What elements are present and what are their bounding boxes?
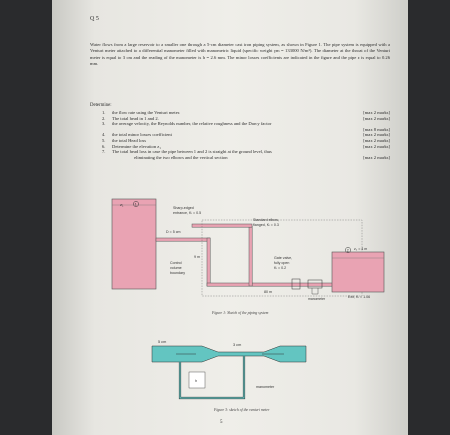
piping-system-figure [52, 0, 408, 435]
point-1-label: 1 [134, 202, 137, 207]
length-9m-label: 9 m [194, 255, 200, 259]
task-row: 3. the average velocity, the Reynolds number, the relative roughness and the Darcy factor [102, 121, 272, 127]
exit-label: Exit, Kₗ = 1.06 [348, 295, 371, 299]
venturi-inlet-diameter: 5 cm [158, 340, 167, 344]
pipe-bottom [207, 283, 352, 286]
figure1-caption: Figure 1: Sketch of the piping system [212, 311, 269, 315]
question-number: Q 5 [90, 16, 99, 22]
venturi-throat-diameter: 3 cm [233, 343, 242, 347]
pipe-vertical [207, 238, 210, 286]
entrance-k-label: entrance, Kₗ = 0.5 [173, 211, 202, 215]
task-row: [max 8 marks] [363, 126, 390, 132]
z2-label: z₂ = 4 m [354, 247, 368, 251]
task-row: 7. The total head loss in case the pipe between 1 and 2 is straight at the ground level, thus [102, 149, 272, 155]
upper-reservoir [112, 199, 156, 289]
control-label: Control [170, 261, 182, 265]
elbow-k-label: flanged, Kₗ = 0.3 [253, 223, 279, 227]
entrance-label: Sharp-edged [173, 206, 194, 210]
elbow-label: Standard elbow, [253, 218, 279, 222]
gate-valve-label: Gate valve, [274, 256, 293, 260]
figure2-caption: Figure 3: sketch of the venturi meter [214, 408, 270, 412]
page-number: 5 [220, 420, 223, 425]
length-80m-label: 80 m [264, 290, 272, 294]
venturi-manometer-label: manometer [256, 385, 275, 389]
task-row: 6. Determine the elevation z₁ [max 2 marks] [102, 143, 390, 149]
z1-label: z₁ [120, 202, 124, 207]
task-row: eliminating the two elbows and the vertical section [max 2 marks] [134, 154, 390, 160]
determine-heading: Determine: [90, 103, 112, 108]
fully-open-label: fully open [274, 261, 290, 265]
boundary-label: boundary [170, 271, 185, 275]
task-row: 4. the total minor losses coefficient [max 2 marks] [102, 132, 390, 138]
diameter-label: D = 5 cm [166, 230, 181, 234]
task-row: 5. the total Head loss [max 2 marks] [102, 137, 390, 143]
pipe-top [192, 224, 252, 227]
gate-k-label: Kₗ = 0.2 [274, 266, 287, 270]
volume-label: volume [170, 266, 182, 270]
document-page [52, 0, 408, 435]
point-2-label: 2 [346, 248, 349, 253]
task-row: 2. The total head in 1 and 2. [max 2 marks] [102, 115, 390, 121]
manometer-label: manometer [308, 297, 326, 301]
task-row: 1. the flow rate using the Venturi meter. [max 2 marks] [102, 110, 390, 115]
problem-statement: Water flows from a large reservoir to a smaller one through a 5-cm diameter cast iron piping system, as shown in Figure 1. The pipe system is equipped with a Venturi meter attached to a differential manometer filled with manometric liquid (specific weight γm = 133000 N/m³). The diameter at the throat of the Venturi meter is equal to 3 cm and the reading of the manometer is h = 2.6 mm. The minor losses coefficients are indicated in the figure and the pipe ε is equal to 0.26 mm. [90, 42, 390, 67]
pipe-riser [249, 226, 252, 286]
h-label: h [195, 379, 198, 383]
